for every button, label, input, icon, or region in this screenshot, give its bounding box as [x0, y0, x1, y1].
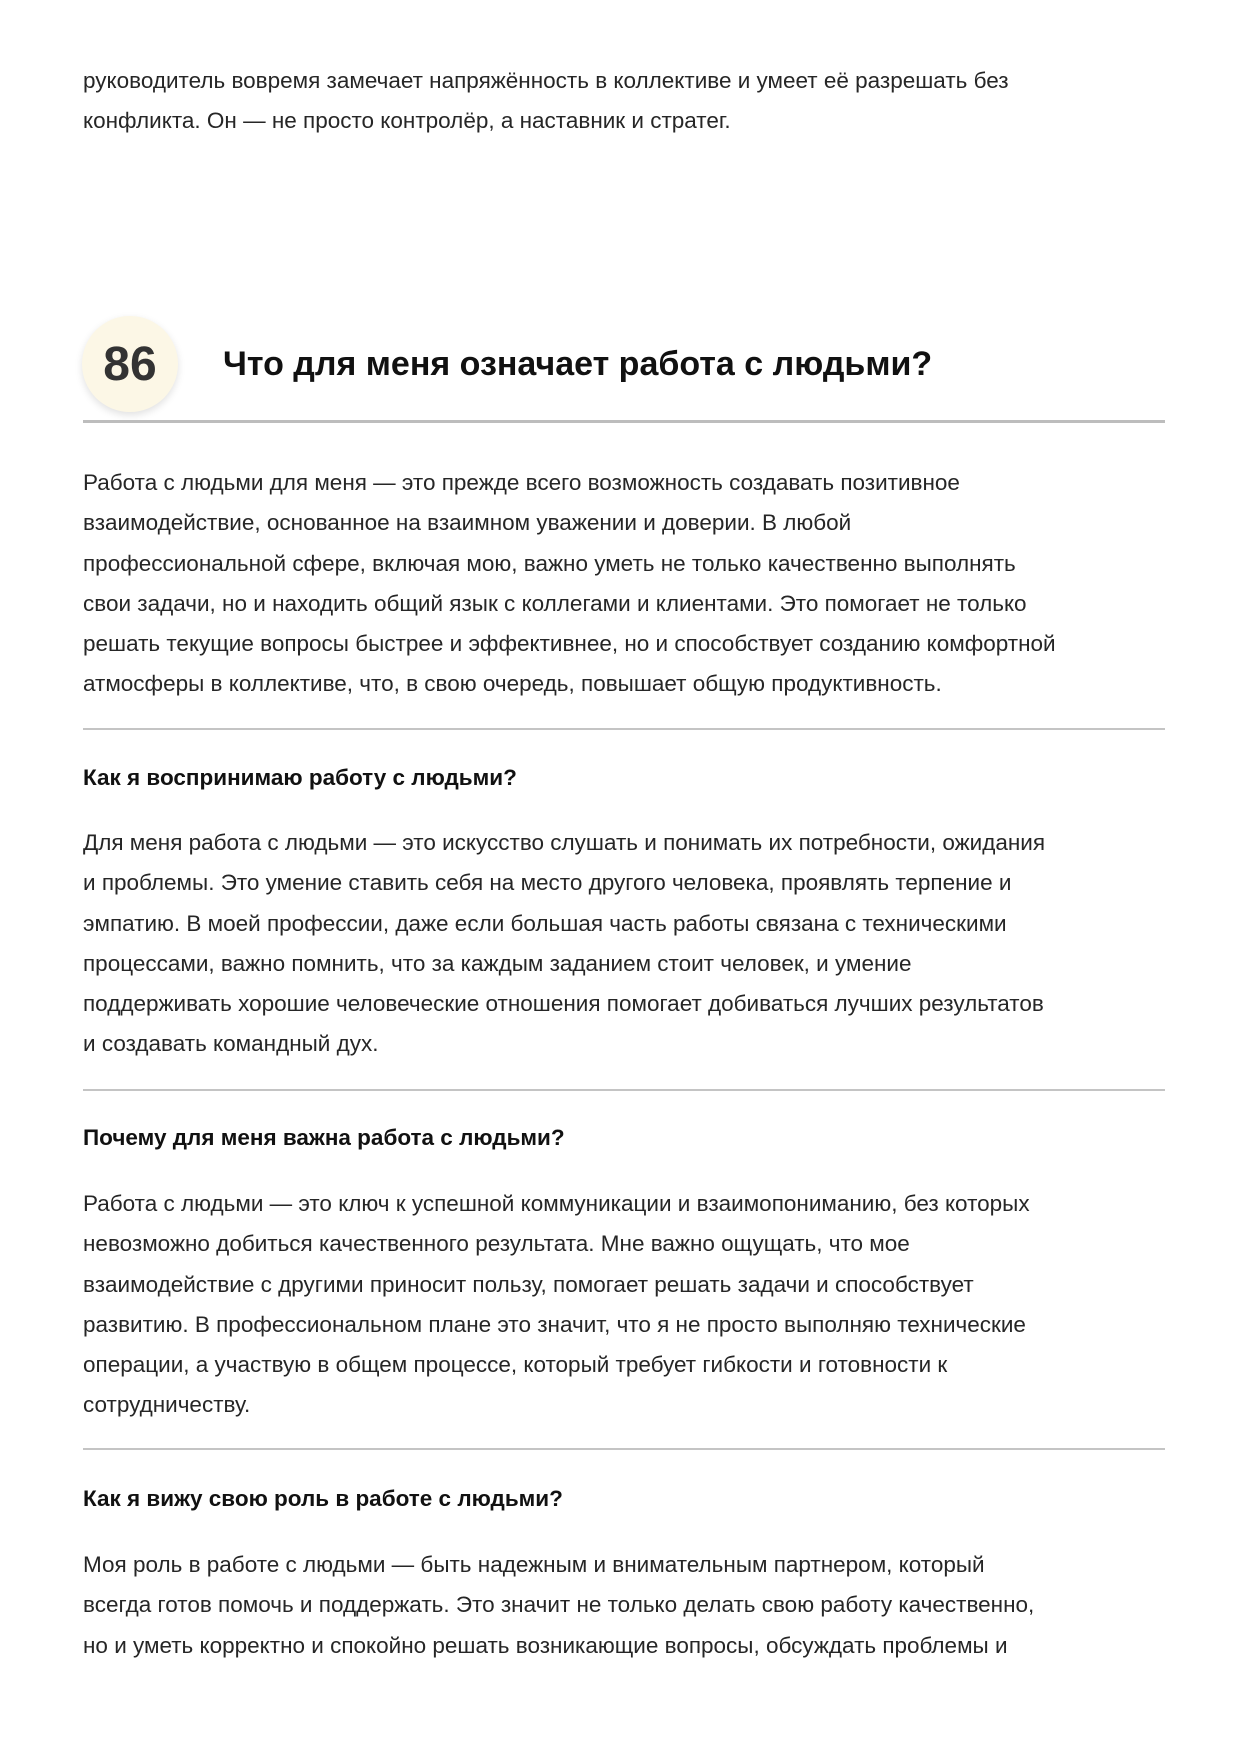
subsection-paragraph [83, 823, 1173, 1065]
text-line: операции, а участвую в общем процессе, который требует гибкости и готовности к [83, 1352, 948, 1378]
text-line: профессиональной сфере, включая мою, важно уметь не только качественно выполнять [83, 550, 1016, 576]
text-line: и создавать командный дух. [83, 1031, 379, 1057]
subsection-heading: Как я воспринимаю работу с людьми? [83, 765, 517, 790]
text-line: развитию. В профессиональном плане это значит, что я не просто выполняю технические [83, 1311, 1026, 1337]
intro-paragraph [83, 61, 1173, 142]
text-line: взаимодействие, основанное на взаимном уважении и доверии. В любой [83, 510, 852, 536]
text-line: атмосферы в коллективе, что, в свою очередь, повышает общую продуктивность. [83, 671, 942, 697]
divider [83, 1089, 1165, 1091]
text-line: руководитель вовремя замечает напряжённость в коллективе и умеет её разрешать без [83, 68, 1009, 93]
divider [83, 728, 1165, 730]
text-line: свои задачи, но и находить общий язык с коллегами и клиентами. Это помогает не только [83, 590, 1027, 616]
text-line: Для меня работа с людьми — это искусство слушать и понимать их потребности, ожидания [83, 830, 1046, 855]
text-line: всегда готов помочь и поддержать. Это значит не только делать свою работу качественно, [83, 1592, 1035, 1618]
subsection-heading: Как я вижу свою роль в работе с людьми? [83, 1486, 563, 1511]
text-line: эмпатию. В моей профессии, даже если большая часть работы связана с техническими [83, 910, 1007, 936]
subsection-heading: Почему для меня важна работа с людьми? [83, 1125, 565, 1150]
lead-paragraph [83, 463, 1173, 705]
text-line: сотрудничеству. [83, 1392, 251, 1418]
subsection-paragraph [83, 1184, 1173, 1426]
text-line: конфликта. Он — не просто контролёр, а наставник и стратег. [83, 108, 731, 134]
text-line: Работа с людьми для меня — это прежде всего возможность создавать позитивное [83, 470, 960, 495]
text-line: процессами, важно помнить, что за каждым заданием стоит человек, и умение [83, 950, 912, 976]
text-line: взаимодействие с другими приносит пользу, помогает решать задачи и способствует [83, 1271, 974, 1297]
text-line: решать текущие вопросы быстрее и эффективнее, но и способствует созданию комфортной [83, 631, 1056, 657]
divider [83, 1448, 1165, 1450]
text-line: и проблемы. Это умение ставить себя на место другого человека, проявлять терпение и [83, 870, 1012, 896]
text-line: но и уметь корректно и спокойно решать возникающие вопросы, обсуждать проблемы и [83, 1632, 1008, 1658]
section-title: Что для меня означает работа с людьми? [223, 345, 933, 383]
subsection-paragraph [83, 1545, 1173, 1666]
text-line: поддерживать хорошие человеческие отношения помогает добиваться лучших результатов [83, 991, 1044, 1017]
text-line: Моя роль в работе с людьми — быть надежным и внимательным партнером, который [83, 1552, 985, 1577]
text-line: Работа с людьми — это ключ к успешной коммуникации и взаимопониманию, без которых [83, 1191, 1030, 1216]
divider [83, 420, 1165, 423]
section-number-badge: 86 [82, 316, 178, 412]
text-line: невозможно добиться качественного результата. Мне важно ощущать, что мое [83, 1231, 910, 1257]
